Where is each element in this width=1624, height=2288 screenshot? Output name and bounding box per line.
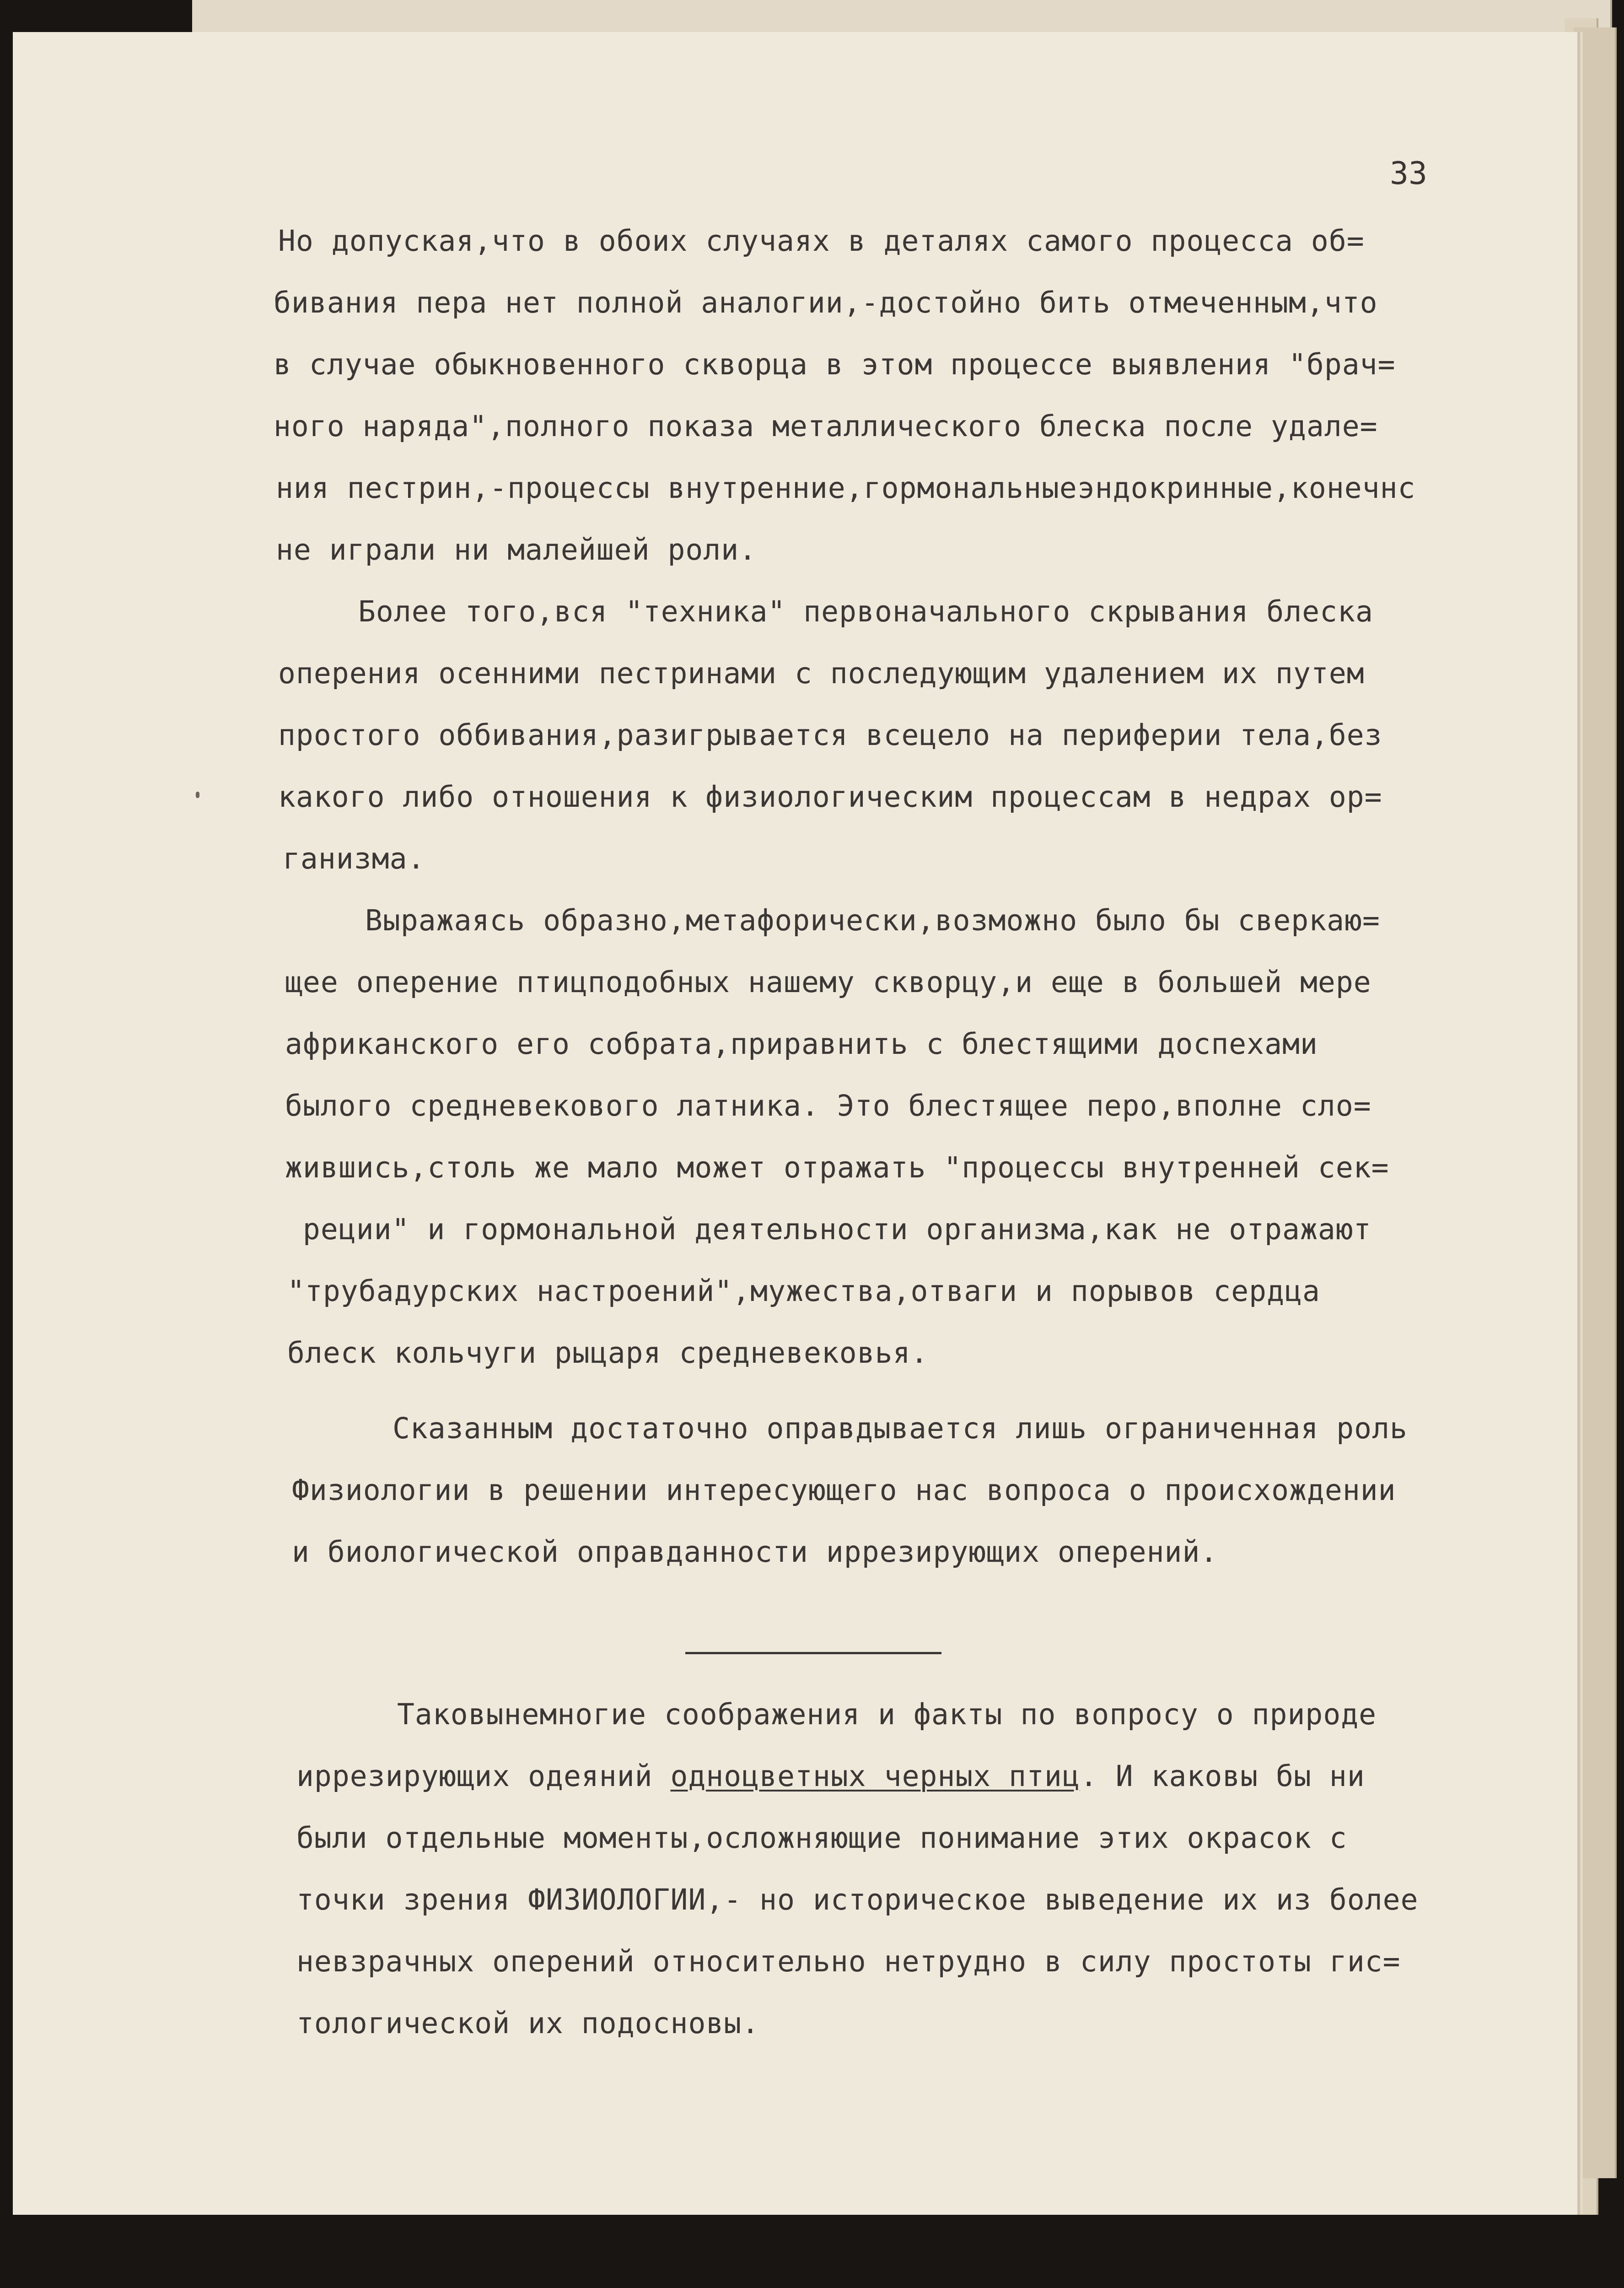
text-line: "трубадурских настроений",мужества,отваги и порывов сердца [287,1274,1320,1308]
text-line: Но допуская,что в обоих случаях в деталях самого процесса об= [278,224,1365,258]
paper-speck [196,792,199,798]
text-line: были отдельные моменты,осложняющие понимание этих окрасок с [296,1821,1347,1855]
page-number: 33 [1390,156,1427,192]
text-line: не играли ни малейшей роли. [276,533,757,567]
text-line: в случае обыкновенного скворца в этом процессе выявления "брач= [274,348,1396,381]
text-segment: . И каковы бы ни [1080,1759,1365,1793]
text-segment: иррезирующих одеяний [296,1759,671,1793]
text-line: Физиологии в решении интересующего нас вопроса о происхождении [292,1473,1396,1507]
text-line: бивания пера нет полной аналогии,-достойно бить отмеченным,что [274,286,1378,319]
text-line: оперения осенними пестринами с последующим удалением их путем [278,657,1365,690]
text-line: тологической их подосновы. [296,2007,760,2040]
text-line: блеск кольчуги рыцаря средневековья. [287,1336,929,1370]
text-line: ния пестрин,-процессы внутренние,гормональныеэндокринные,конечнс [276,471,1416,505]
text-line: Сказанным достаточно оправдывается лишь ограниченная роль [393,1412,1408,1445]
text-line: ганизма. [283,842,425,875]
text-line: какого либо отношения к физиологическим процессам в недрах ор= [278,780,1382,814]
underlying-sheet-edge-2 [1574,27,1617,2178]
text-line: щее оперение птицподобных нашему скворцу,и еще в большей мере [285,966,1371,999]
section-divider [685,1652,941,1654]
text-line: Более того,вся "техника" первоначального скрывания блеска [358,595,1373,628]
text-line: былого средневекового латника. Это блестящее перо,вполне сло= [285,1089,1371,1122]
text-line: и биологической оправданности иррезирующих оперений. [292,1535,1218,1569]
text-line: Выражаясь образно,метафорически,возможно было бы сверкаю= [365,904,1380,937]
text-line: реции" и гормональной деятельности организма,как не отражают [285,1213,1371,1246]
text-line: жившись,столь же мало может отражать "процессы внутренней сек= [285,1151,1389,1184]
text-line: невзрачных оперений относительно нетрудно в силу простоты гис= [296,1945,1401,1978]
text-line: точки зрения ФИЗИОЛОГИИ,- но историческое выведение их из более [296,1883,1419,1916]
text-line: ного наряда",полного показа металлического блеска после удале= [274,410,1378,443]
underlying-sheet-top [192,0,1612,32]
underlined-phrase: одноцветных черных птиц [670,1759,1080,1793]
text-line: африканского его собрата,приравнить с блестящими доспехами [285,1027,1318,1061]
text-line: простого оббивания,разигрывается всецело на периферии тела,без [278,718,1382,752]
text-line: Таковынемногие соображения и факты по вопросу о природе [397,1698,1377,1731]
typewritten-page [13,32,1577,2215]
text-line-with-underline [296,1759,1365,1793]
